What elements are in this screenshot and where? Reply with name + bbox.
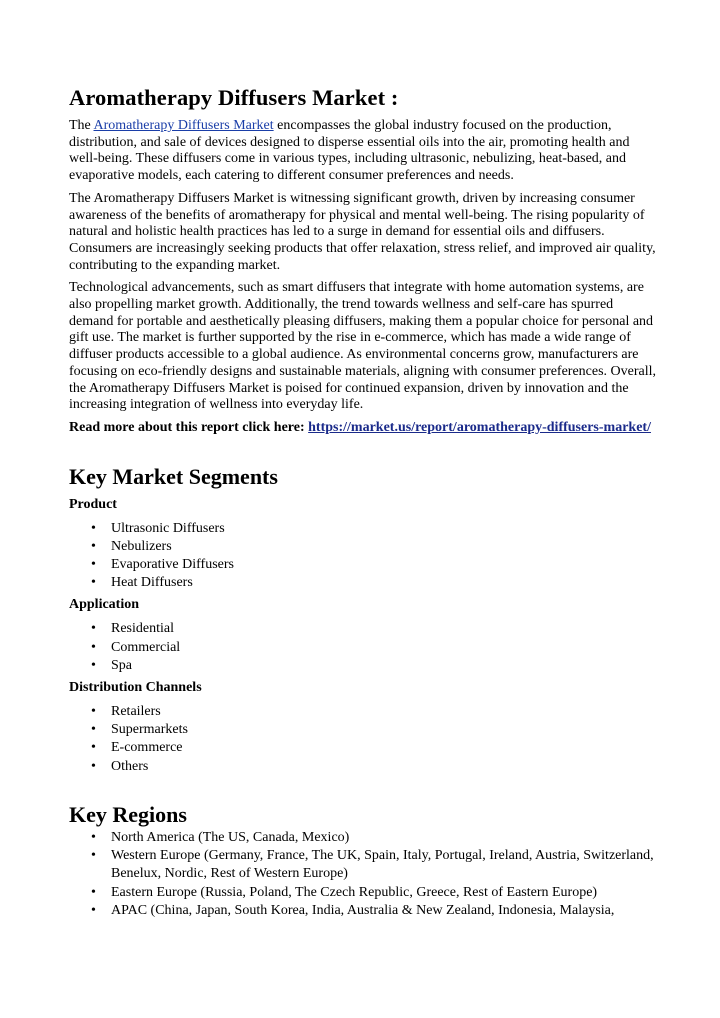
list-item	[69, 538, 659, 556]
list-item-text: Spa	[111, 657, 132, 673]
intro-prefix: The	[69, 118, 94, 133]
segment-group-title: Product	[69, 496, 117, 512]
read-more-label: Read more about this report click here:	[69, 419, 309, 435]
list-item-text: Others	[111, 758, 149, 774]
list-item	[69, 829, 659, 847]
list-item-text: North America (The US, Canada, Mexico)	[111, 829, 350, 845]
report-url-link[interactable]: https://market.us/report/aromatherapy-diffusers-market/	[308, 419, 651, 435]
list-item	[69, 739, 659, 757]
list-item-text: E-commerce	[111, 740, 183, 756]
bullet-icon: •	[91, 829, 96, 845]
list-item	[69, 620, 659, 638]
bullet-icon: •	[91, 758, 96, 774]
list-item-text: Heat Diffusers	[111, 575, 193, 591]
list-item	[69, 639, 659, 657]
list-item	[69, 721, 659, 739]
bullet-icon: •	[91, 621, 96, 637]
read-more	[69, 420, 659, 437]
bullet-icon: •	[91, 557, 96, 573]
distribution-list	[69, 703, 659, 776]
bullet-icon: •	[91, 848, 96, 864]
list-item-text: Retailers	[111, 704, 161, 720]
list-item-text: Western Europe (Germany, France, The UK, Spain, Italy, Portugal, Ireland, Austria, Switzerland, Benelux, Nordic, Rest of Western Europe)	[111, 848, 654, 882]
list-item	[69, 574, 659, 592]
bullet-icon: •	[91, 657, 96, 673]
intro-paragraph	[69, 118, 659, 185]
list-item	[69, 847, 659, 883]
document-content	[69, 84, 659, 920]
bullet-icon: •	[91, 575, 96, 591]
growth-paragraph: The Aromatherapy Diffusers Market is witnessing significant growth, driven by increasing consumer awareness of the benefits of aromatherapy for physical and mental well-being. The rising popularity of natural and holistic health practices has led to a surge in demand for essential oils and diffusers. Consumers are increasingly seeking products that offer relaxation, stress relief, and improved air quality, contributing to the expanding market.	[69, 190, 656, 273]
list-item-text: Eastern Europe (Russia, Poland, The Czech Republic, Greece, Rest of Eastern Europe)	[111, 884, 598, 900]
bullet-icon: •	[91, 520, 96, 536]
list-item	[69, 884, 659, 902]
bullet-icon: •	[91, 639, 96, 655]
list-item	[69, 556, 659, 574]
product-list	[69, 520, 659, 593]
list-item-text: Evaporative Diffusers	[111, 557, 234, 573]
page-title: Aromatherapy Diffusers Market :	[69, 85, 399, 110]
list-item	[69, 902, 659, 920]
key-regions-heading: Key Regions	[69, 801, 187, 827]
list-item-text: Nebulizers	[111, 538, 172, 554]
application-list	[69, 620, 659, 675]
segment-group-title: Distribution Channels	[69, 680, 202, 696]
list-item	[69, 657, 659, 675]
bullet-icon: •	[91, 740, 96, 756]
key-segments-heading: Key Market Segments	[69, 463, 278, 489]
list-item-text: APAC (China, Japan, South Korea, India, Australia & New Zealand, Indonesia, Malaysia,	[111, 902, 615, 918]
bullet-icon: •	[91, 902, 96, 918]
key-segments-section	[69, 463, 659, 776]
list-item	[69, 703, 659, 721]
regions-list	[69, 829, 659, 920]
list-item-text: Residential	[111, 621, 174, 637]
list-item-text: Commercial	[111, 639, 181, 655]
technology-paragraph: Technological advancements, such as smart diffusers that integrate with home automation systems, are also propelling market growth. Additionally, the trend towards wellness and self-care has spurred demand for portable and aesthetically pleasing diffusers, making them a popular choice for personal and gift use. The market is further supported by the rise in e-commerce, which has made a wide range of diffuser products accessible to a global audience. As environmental concerns grow, manufacturers are focusing on eco-friendly designs and sustainable materials, aligning with consumer preferences. Overall, the Aromatherapy Diffusers Market is poised for continued expansion, driven by innovation and the increasing integration of wellness into everyday life.	[69, 280, 657, 413]
list-item-text: Supermarkets	[111, 722, 188, 738]
bullet-icon: •	[91, 538, 96, 554]
key-regions-section	[69, 801, 659, 920]
segment-group-title: Application	[69, 597, 140, 613]
list-item-text: Ultrasonic Diffusers	[111, 520, 225, 536]
bullet-icon: •	[91, 704, 96, 720]
bullet-icon: •	[91, 722, 96, 738]
market-link[interactable]: Aromatherapy Diffusers Market	[93, 118, 274, 133]
list-item	[69, 758, 659, 776]
list-item	[69, 520, 659, 538]
bullet-icon: •	[91, 884, 96, 900]
intro-suffix: encompasses the global industry focused on the production, distribution, and sale of devices designed to disperse essential oils into the air, promoting health and well-being. These diffusers come in various types, including ultrasonic, nebulizing, heat-based, and evaporative models, each catering to different consumer preferences and needs.	[69, 118, 630, 184]
